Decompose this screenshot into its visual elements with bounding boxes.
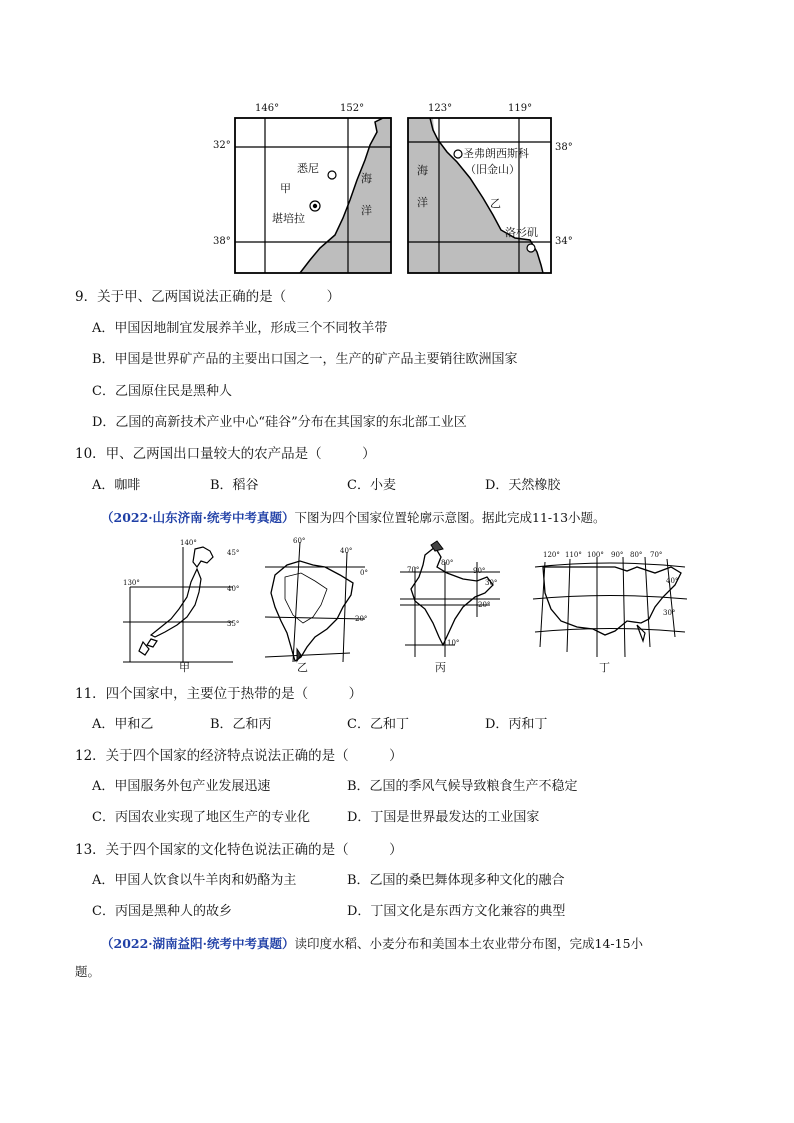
q9-option-b: B．甲国是世界矿产品的主要出口国之一，生产的矿产品主要销往欧洲国家 xyxy=(92,352,518,367)
q10-option-a: A．咖啡 xyxy=(92,478,141,493)
intro-11-13-source: （2022·山东济南·统考中考真题） xyxy=(101,510,295,525)
q13-option-d: D．丁国文化是东西方文化兼容的典型 xyxy=(347,904,566,919)
map1-label-sf-1: 圣弗朗西斯科 xyxy=(463,147,529,160)
q9-option-a: A．甲国因地制宜发展养羊业，形成三个不同牧羊带 xyxy=(92,321,388,336)
intro-11-13-text: 下图为四个国家位置轮廓示意图。据此完成11-13小题。 xyxy=(294,510,606,525)
q12-option-b: B．乙国的季风气候导致粮食生产不稳定 xyxy=(347,779,578,794)
map2-ding-tick-30: 30° xyxy=(663,609,676,617)
map2-yi-tick-20: 20° xyxy=(355,615,368,623)
map-australia-usa-coasts xyxy=(213,100,573,280)
map1-label-sea-left-2: 洋 xyxy=(361,204,372,217)
map2-ding-tick-90: 90° xyxy=(611,551,624,559)
q11-option-d: D．丙和丁 xyxy=(485,717,548,732)
map2-jia-japan xyxy=(123,547,233,662)
map2-jia-tick-35: 35° xyxy=(227,620,240,628)
q12-option-c: C．丙国农业实现了地区生产的专业化 xyxy=(92,810,310,825)
map2-bing-tick-30: 30° xyxy=(485,579,498,587)
intro-14-15-source: （2022·湖南益阳·统考中考真题） xyxy=(101,936,295,951)
map1-tick-146: 146° xyxy=(255,103,280,114)
map2-jia-tick-130: 130° xyxy=(123,579,140,587)
q12-option-d: D．丁国是世界最发达的工业国家 xyxy=(347,810,540,825)
q12-stem: 12．关于四个国家的经济特点说法正确的是（ ） xyxy=(75,748,403,764)
map2-bing-tick-20: 20° xyxy=(478,601,491,609)
q13-stem: 13．关于四个国家的文化特色说法正确的是（ ） xyxy=(75,842,403,858)
q9-stem: 9．关于甲、乙两国说法正确的是（ ） xyxy=(75,289,341,305)
q10-stem: 10．甲、乙两国出口量较大的农产品是（ ） xyxy=(75,446,376,462)
map2-label-bing: 丙 xyxy=(435,661,446,674)
map2-yi-tick-60: 60° xyxy=(293,537,306,545)
map2-bing-tick-70: 70° xyxy=(407,566,420,574)
map2-yi-tick-0: 0° xyxy=(360,569,368,577)
map1-tick-38r: 38° xyxy=(555,142,573,153)
map-four-countries xyxy=(115,537,690,672)
map2-label-yi: 乙 xyxy=(297,661,308,674)
map1-tick-119: 119° xyxy=(508,103,533,114)
intro-14-15-text: 读印度水稻、小麦分布和美国本土农业带分布图，完成14-15小 xyxy=(294,936,644,951)
q13-option-b: B．乙国的桑巴舞体现多种文化的融合 xyxy=(347,873,565,888)
map2-yi-brazil xyxy=(265,542,368,662)
map1-label-la: 洛杉矶 xyxy=(505,226,538,239)
map1-tick-32: 32° xyxy=(213,140,231,151)
map1-label-sea-right-2: 洋 xyxy=(417,196,428,209)
map2-label-jia: 甲 xyxy=(179,661,190,674)
q11-option-b: B．乙和丙 xyxy=(210,717,272,732)
intro-14-15-line1 xyxy=(101,935,643,953)
sydney-marker xyxy=(328,171,336,179)
map2-ding-tick-120: 120° xyxy=(543,551,560,559)
map2-ding-tick-80: 80° xyxy=(630,551,643,559)
q13-option-c: C．丙国是黑种人的故乡 xyxy=(92,904,232,919)
q13-option-a: A．甲国人饮食以牛羊肉和奶酪为主 xyxy=(92,873,297,888)
q10-option-c: C．小麦 xyxy=(347,478,396,493)
map1-label-jia: 甲 xyxy=(280,182,291,195)
q10-option-d: D．天然橡胶 xyxy=(485,478,561,493)
q9-option-c: C．乙国原住民是黑种人 xyxy=(92,384,232,399)
q10-option-b: B．稻谷 xyxy=(210,478,259,493)
map2-bing-tick-10: 10° xyxy=(447,639,460,647)
map1-label-yi: 乙 xyxy=(490,197,501,210)
q9-option-d: D．乙国的高新技术产业中心“硅谷”分布在其国家的东北部工业区 xyxy=(92,415,467,430)
q11-option-c: C．乙和丁 xyxy=(347,717,409,732)
san-francisco-marker xyxy=(454,150,462,158)
q11-option-a: A．甲和乙 xyxy=(92,717,154,732)
map1-tick-152: 152° xyxy=(340,103,365,114)
map1-label-canberra: 堪培拉 xyxy=(272,212,305,225)
map2-ding-tick-40: 40° xyxy=(666,577,679,585)
map1-label-sydney: 悉尼 xyxy=(297,162,319,175)
intro-11-13 xyxy=(101,509,606,527)
map1-tick-123: 123° xyxy=(428,103,453,114)
map2-ding-tick-110: 110° xyxy=(565,551,582,559)
map1-tick-38: 38° xyxy=(213,236,231,247)
map2-yi-tick-40: 40° xyxy=(340,547,353,555)
q12-option-a: A．甲国服务外包产业发展迅速 xyxy=(92,779,271,794)
map1-left-panel xyxy=(235,118,391,273)
map1-label-sf-2: （旧金山） xyxy=(465,163,520,176)
map2-ding-tick-100: 100° xyxy=(587,551,604,559)
map1-label-sea-right-1: 海 xyxy=(417,164,428,177)
map1-label-sea-left-1: 海 xyxy=(361,172,372,185)
intro-14-15-line2: 题。 xyxy=(75,964,101,979)
map1-right-panel xyxy=(408,118,551,273)
map2-jia-tick-40: 40° xyxy=(227,585,240,593)
map2-ding-usa xyxy=(533,557,687,657)
map2-bing-tick-90: 90° xyxy=(473,567,486,575)
map2-jia-tick-140: 140° xyxy=(180,539,197,547)
map1-graphic xyxy=(225,100,570,280)
map2-bing-tick-80: 80° xyxy=(441,559,454,567)
los-angeles-marker xyxy=(527,244,535,252)
map1-tick-34: 34° xyxy=(555,236,573,247)
map2-jia-tick-45: 45° xyxy=(227,549,240,557)
map2-label-ding: 丁 xyxy=(599,661,610,674)
map2-ding-tick-70: 70° xyxy=(650,551,663,559)
q11-stem: 11．四个国家中，主要位于热带的是（ ） xyxy=(75,686,363,702)
